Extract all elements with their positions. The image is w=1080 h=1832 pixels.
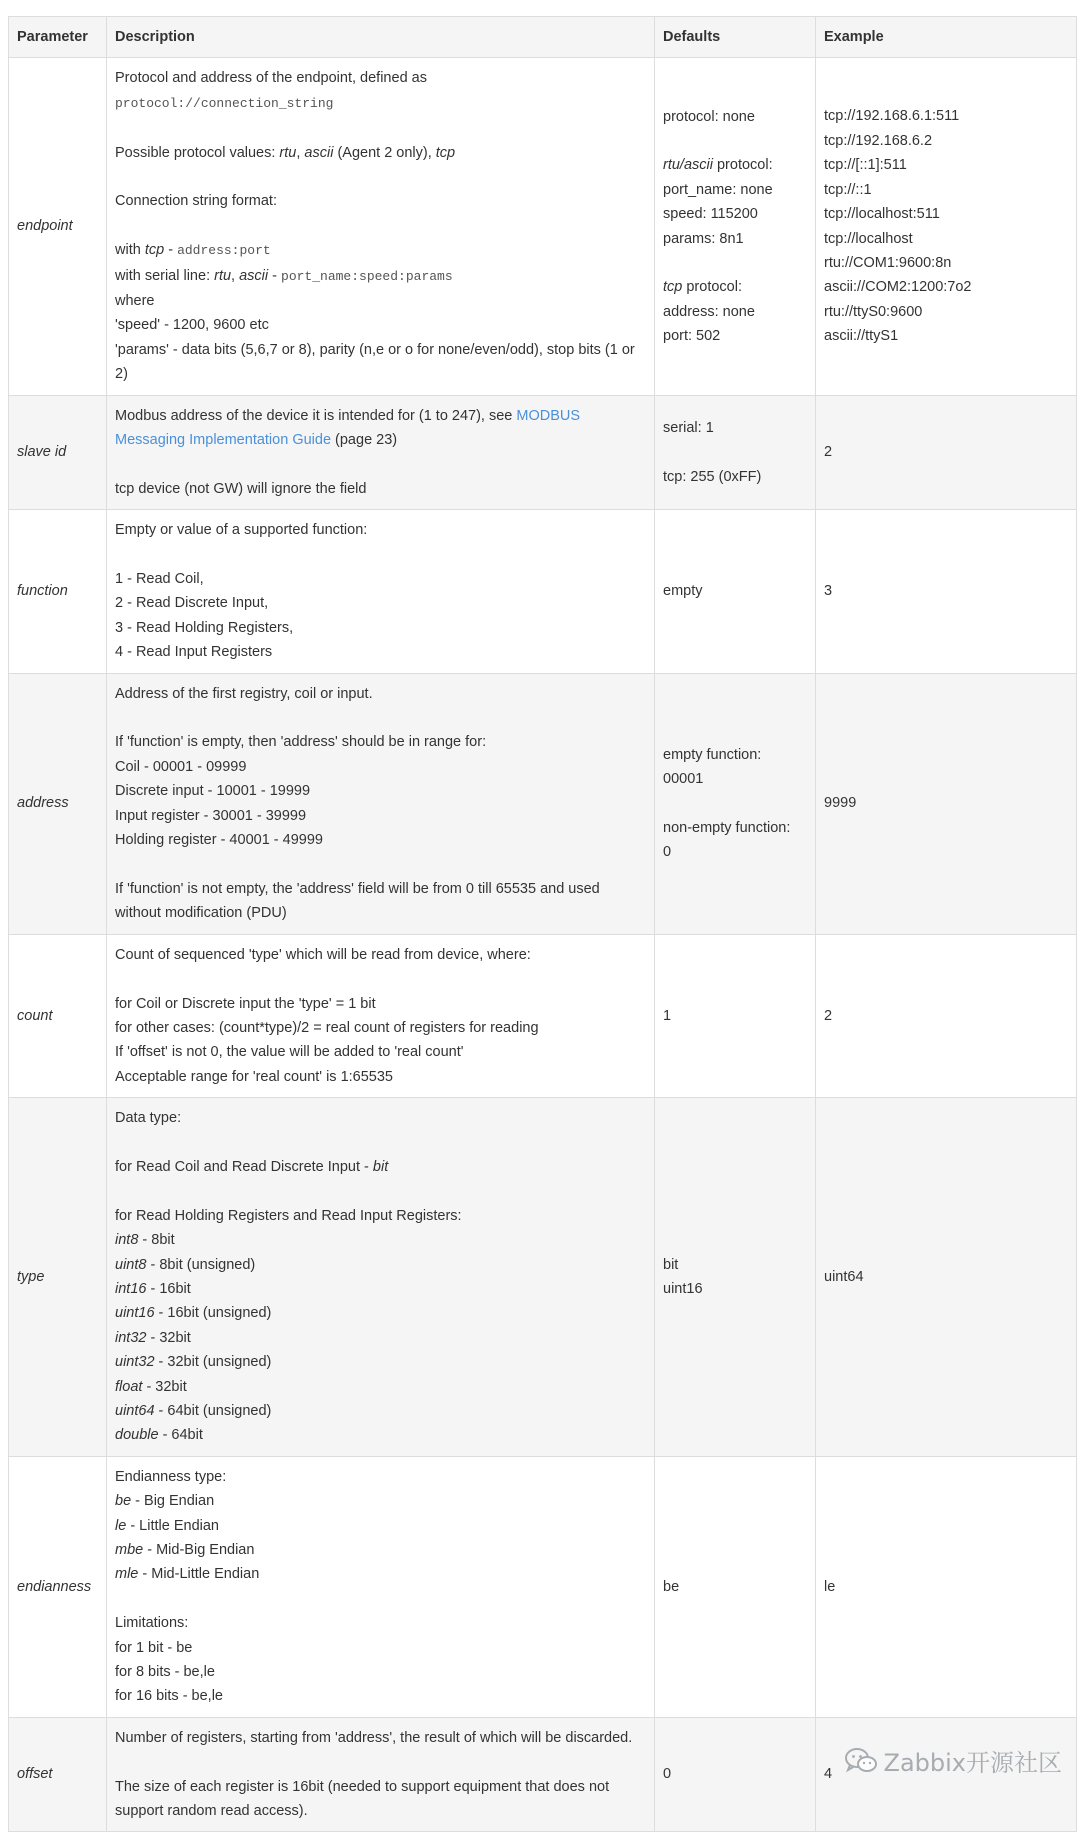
endian-item	[115, 1514, 646, 1538]
type-desc: - 32bit (unsigned)	[154, 1354, 272, 1371]
desc-line	[115, 1155, 646, 1179]
parameters-table	[8, 16, 1077, 1832]
type-item	[115, 1301, 646, 1325]
default-line: serial: 1	[663, 419, 714, 436]
table-row-address	[9, 673, 1077, 934]
code-text: protocol://connection_string	[115, 95, 334, 111]
example-line: tcp://192.168.6.2	[824, 132, 933, 149]
default-line: protocol: none	[663, 108, 755, 125]
param-name-slave-id: slave id	[9, 395, 107, 510]
desc-line: 'speed' - 1200, 9600 etc	[115, 317, 269, 334]
type-desc: - 16bit	[146, 1280, 191, 1297]
example-count: 2	[816, 934, 1077, 1097]
description-address	[107, 673, 655, 934]
type-name: uint64	[115, 1402, 155, 1419]
type-desc: - 32bit	[146, 1329, 191, 1346]
table-row-endpoint	[9, 58, 1077, 395]
table-row-endianness	[9, 1456, 1077, 1717]
endian-desc: - Little Endian	[126, 1517, 219, 1534]
desc-text: with serial line:	[115, 267, 215, 284]
table-row-count	[9, 934, 1077, 1097]
desc-line: If 'function' is empty, then 'address' should be in range for:	[115, 734, 487, 751]
example-endianness: le	[816, 1456, 1077, 1717]
type-item	[115, 1399, 646, 1423]
description-function	[107, 510, 655, 673]
desc-line: for Read Holding Registers and Read Input Registers:	[115, 1207, 462, 1224]
default-line: 00001	[663, 771, 704, 788]
desc-line: Discrete input - 10001 - 19999	[115, 783, 311, 800]
desc-text: -	[164, 242, 178, 259]
description-offset	[107, 1717, 655, 1832]
desc-line: 'params' - data bits (5,6,7 or 8), parity (n,e or o for none/even/odd), stop bits (1 or 2)	[115, 341, 635, 383]
desc-line: Acceptable range for 'real count' is 1:65535	[115, 1068, 393, 1085]
desc-line: Coil - 00001 - 09999	[115, 758, 247, 775]
italic-text: rtu	[214, 267, 232, 284]
endian-desc: - Mid-Big Endian	[143, 1542, 255, 1558]
default-line: 0	[663, 844, 672, 861]
default-line: params: 8n1	[663, 230, 744, 247]
desc-line	[115, 404, 646, 453]
type-item	[115, 1253, 646, 1277]
header-example: Example	[816, 17, 1077, 58]
desc-line: Count of sequenced 'type' which will be read from device, where:	[115, 946, 531, 963]
example-endpoint	[816, 58, 1077, 395]
defaults-endpoint	[655, 58, 816, 395]
defaults-offset: 0	[655, 1717, 816, 1832]
example-line: tcp://localhost:511	[824, 206, 940, 223]
type-name: uint8	[115, 1256, 147, 1273]
desc-line	[115, 66, 646, 116]
desc-line: tcp device (not GW) will ignore the field	[115, 480, 367, 497]
desc-text: (page 23)	[331, 432, 398, 449]
param-name-count: count	[9, 934, 107, 1097]
endian-name: mle	[115, 1566, 139, 1583]
type-desc: - 8bit	[138, 1232, 175, 1249]
code-text: port_name:speed:params	[281, 268, 453, 284]
desc-line: for 16 bits - be,le	[115, 1688, 223, 1705]
modbus-guide-link[interactable]: MODBUS Messaging Implementation Guide	[115, 407, 581, 449]
endian-item	[115, 1489, 646, 1513]
italic-text: tcp	[144, 242, 165, 259]
desc-line: Limitations:	[115, 1615, 189, 1632]
desc-line: 1 - Read Coil,	[115, 571, 204, 588]
desc-line: 2 - Read Discrete Input,	[115, 595, 269, 612]
defaults-slave-id	[655, 395, 816, 510]
defaults-type	[655, 1098, 816, 1457]
italic-text: rtu	[279, 144, 297, 161]
type-name: uint32	[115, 1354, 155, 1371]
header-description: Description	[107, 17, 655, 58]
desc-text: for Read Coil and Read Discrete Input -	[115, 1158, 373, 1175]
type-name: float	[115, 1378, 143, 1395]
default-text: protocol:	[712, 157, 773, 174]
endian-desc: - Big Endian	[131, 1493, 215, 1510]
defaults-address	[655, 673, 816, 934]
endian-name: mbe	[115, 1542, 144, 1558]
italic-text: ascii	[239, 267, 269, 284]
desc-line: Empty or value of a supported function:	[115, 522, 368, 539]
description-slave-id	[107, 395, 655, 510]
desc-line: Address of the first registry, coil or input.	[115, 685, 373, 702]
param-name-function: function	[9, 510, 107, 673]
example-line: rtu://ttyS0:9600	[824, 303, 923, 320]
table-row-function	[9, 510, 1077, 673]
endian-item	[115, 1538, 646, 1562]
desc-line: for other cases: (count*type)/2 = real count of registers for reading	[115, 1019, 539, 1036]
default-line: speed: 115200	[663, 206, 758, 223]
description-endpoint	[107, 58, 655, 395]
type-desc: - 64bit (unsigned)	[154, 1402, 272, 1419]
desc-line: 3 - Read Holding Registers,	[115, 619, 294, 636]
type-desc: - 16bit (unsigned)	[154, 1305, 272, 1322]
default-line: bit	[663, 1256, 679, 1273]
endian-name: be	[115, 1493, 132, 1510]
wechat-icon	[844, 1747, 878, 1775]
desc-line: If 'function' is not empty, the 'address' field will be from 0 till 65535 and used without modification (PDU)	[115, 880, 600, 922]
desc-line: where	[115, 293, 155, 310]
type-desc: - 64bit	[158, 1427, 203, 1444]
italic-text: bit	[372, 1158, 389, 1175]
italic-text: tcp	[663, 279, 683, 296]
param-name-offset: offset	[9, 1717, 107, 1832]
param-name-address: address	[9, 673, 107, 934]
default-line: port: 502	[663, 328, 721, 345]
desc-line: Connection string format:	[115, 193, 277, 210]
desc-line: for 8 bits - be,le	[115, 1664, 215, 1681]
desc-text: (Agent 2 only),	[333, 144, 436, 161]
italic-text: rtu/ascii	[663, 157, 713, 174]
desc-line: Data type:	[115, 1110, 182, 1127]
desc-line: 4 - Read Input Registers	[115, 644, 273, 661]
desc-line	[115, 264, 646, 289]
type-name: int32	[115, 1329, 147, 1346]
description-endianness	[107, 1456, 655, 1717]
desc-line	[115, 238, 646, 263]
type-item	[115, 1375, 646, 1399]
endian-item	[115, 1562, 646, 1586]
example-line: ascii://COM2:1200:7o2	[824, 279, 972, 296]
endian-desc: - Mid-Little Endian	[138, 1566, 260, 1583]
desc-line	[115, 141, 646, 165]
example-line: tcp://::1	[824, 181, 872, 198]
example-type: uint64	[816, 1098, 1077, 1457]
default-line: port_name: none	[663, 181, 773, 198]
desc-line: Holding register - 40001 - 49999	[115, 832, 323, 849]
header-defaults: Defaults	[655, 17, 816, 58]
type-item	[115, 1228, 646, 1252]
description-type	[107, 1098, 655, 1457]
italic-text: tcp	[435, 144, 456, 161]
defaults-function: empty	[655, 510, 816, 673]
desc-text: with	[115, 242, 145, 259]
default-line: address: none	[663, 303, 755, 320]
default-line: tcp: 255 (0xFF)	[663, 468, 762, 485]
example-slave-id: 2	[816, 395, 1077, 510]
table-row-type	[9, 1098, 1077, 1457]
watermark	[844, 1743, 1063, 1778]
type-name: uint16	[115, 1305, 155, 1322]
type-item	[115, 1277, 646, 1301]
default-text: protocol:	[682, 279, 742, 296]
code-text: address:port	[177, 243, 271, 259]
type-name: double	[115, 1427, 159, 1444]
type-item	[115, 1326, 646, 1350]
example-function: 3	[816, 510, 1077, 673]
type-item	[115, 1423, 646, 1447]
header-parameter: Parameter	[9, 17, 107, 58]
desc-line: Input register - 30001 - 39999	[115, 807, 307, 824]
desc-line: If 'offset' is not 0, the value will be added to 'real count'	[115, 1044, 464, 1061]
param-name-type: type	[9, 1098, 107, 1457]
desc-line: for 1 bit - be	[115, 1639, 193, 1656]
param-name-endianness: endianness	[9, 1456, 107, 1717]
table-row-slave-id	[9, 395, 1077, 510]
endian-name: le	[115, 1517, 127, 1534]
desc-line: The size of each register is 16bit (needed to support equipment that does not support random read access).	[115, 1778, 610, 1820]
example-address: 9999	[816, 673, 1077, 934]
type-item	[115, 1350, 646, 1374]
default-line: non-empty function:	[663, 819, 791, 836]
desc-text: Possible protocol values:	[115, 144, 280, 161]
example-line: tcp://192.168.6.1:511	[824, 108, 960, 125]
desc-text: Modbus address of the device it is intended for (1 to 247), see	[115, 407, 517, 424]
type-name: int8	[115, 1232, 139, 1249]
default-line	[663, 153, 807, 177]
default-line: uint16	[663, 1280, 703, 1297]
default-line	[663, 275, 807, 299]
watermark-text: Zabbix开源社区	[883, 1749, 1062, 1777]
table-header-row	[9, 17, 1077, 58]
example-line: tcp://[::1]:511	[824, 157, 907, 174]
desc-line: Endianness type:	[115, 1468, 227, 1485]
example-line: rtu://COM1:9600:8n	[824, 254, 952, 271]
desc-text: ,	[231, 267, 240, 284]
desc-line: for Coil or Discrete input the 'type' = 1 bit	[115, 995, 376, 1012]
italic-text: ascii	[304, 144, 334, 161]
defaults-count: 1	[655, 934, 816, 1097]
desc-text: ,	[296, 144, 305, 161]
desc-text: Protocol and address of the endpoint, defined as	[115, 70, 427, 87]
default-line: empty function:	[663, 746, 762, 763]
example-line: ascii://ttyS1	[824, 328, 899, 345]
example-line: tcp://localhost	[824, 230, 913, 247]
defaults-endianness: be	[655, 1456, 816, 1717]
type-name: int16	[115, 1280, 147, 1297]
type-desc: - 32bit	[142, 1378, 187, 1395]
desc-line: Number of registers, starting from 'address', the result of which will be discarded.	[115, 1729, 633, 1746]
param-name-endpoint: endpoint	[9, 58, 107, 395]
type-desc: - 8bit (unsigned)	[146, 1256, 256, 1273]
description-count	[107, 934, 655, 1097]
desc-text: -	[268, 267, 282, 284]
example-offset: 4	[816, 1717, 1077, 1832]
